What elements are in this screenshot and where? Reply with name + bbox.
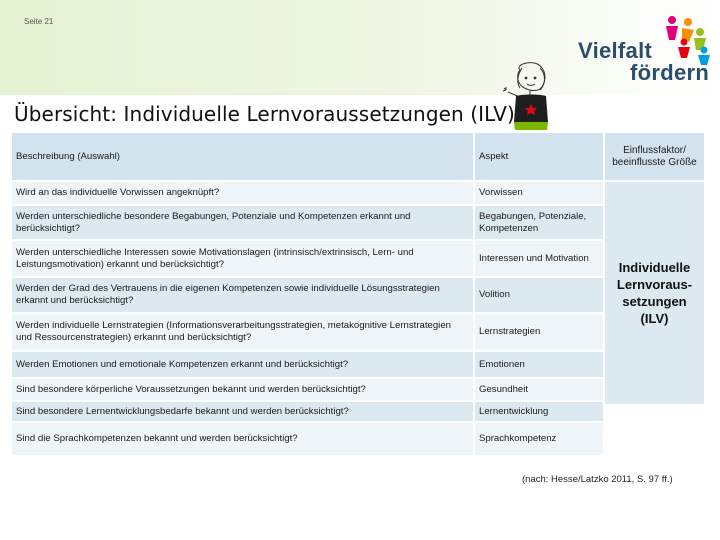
table-row-aspect: Gesundheit: [475, 379, 603, 400]
table-row-description: Werden individuelle Lernstrategien (Informationsverarbeitungsstrategien, metakognitive Lernstrategien und Ressourcenstrategien) erkannt und berücksichtigt?: [12, 314, 473, 350]
table-row-aspect: Interessen und Motivation: [475, 241, 603, 276]
table-row-aspect: Begabungen, Potenziale, Kompetenzen: [475, 206, 603, 239]
page-title: Übersicht: Individuelle Lernvoraussetzungen (ILV): [14, 102, 515, 126]
table-row-description: Wird an das individuelle Vorwissen angeknüpft?: [12, 182, 473, 204]
logo-text-line2: fördern: [630, 60, 710, 85]
table-row-description: Sind besondere körperliche Voraussetzungen bekannt und werden berücksichtigt?: [12, 379, 473, 400]
table-row-description: Werden unterschiedliche besondere Begabungen, Potenziale und Kompetenzen erkannt und berücksichtigt?: [12, 206, 473, 239]
table-row-aspect: Sprachkompetenz: [475, 423, 603, 455]
ilv-table: [12, 133, 704, 455]
header-factor: Einflussfaktor/ beeinflusste Größe: [605, 133, 704, 180]
table-row-description: Werden Emotionen und emotionale Kompetenzen erkannt und berücksichtigt?: [12, 352, 473, 377]
table-row-aspect: Volition: [475, 278, 603, 312]
logo-figures-icon: [666, 16, 710, 65]
source-citation: (nach: Hesse/Latzko 2011, S. 97 ff.): [522, 474, 673, 485]
table-row-description: Werden unterschiedliche Interessen sowie Motivationslagen (intrinsisch/extrinsisch, Lern- und Leistungsmotivation) erkannt und berücksichtigt?: [12, 241, 473, 276]
table-row-aspect: Lernentwicklung: [475, 402, 603, 421]
girl-sketch-illustration: [500, 60, 562, 138]
table-row-aspect: Lernstrategien: [475, 314, 603, 350]
header-aspect: Aspekt: [475, 133, 603, 180]
factor-merged-cell: Individuelle Lernvoraus-setzungen (ILV): [605, 182, 704, 404]
page-number: Seite 21: [24, 17, 54, 26]
table-row-aspect: Emotionen: [475, 352, 603, 377]
table-row-description: Sind die Sprachkompetenzen bekannt und werden berücksichtigt?: [12, 423, 473, 455]
header-description: Beschreibung (Auswahl): [12, 133, 473, 180]
table-row-description: Sind besondere Lernentwicklungsbedarfe bekannt und werden berücksichtigt?: [12, 402, 473, 421]
logo-text-line1: Vielfalt: [578, 38, 653, 63]
table-row-aspect: Vorwissen: [475, 182, 603, 204]
table-row-description: Werden der Grad des Vertrauens in die eigenen Kompetenzen sowie individuelle Lösungsstrategien erkannt und berücksichtigt?: [12, 278, 473, 312]
